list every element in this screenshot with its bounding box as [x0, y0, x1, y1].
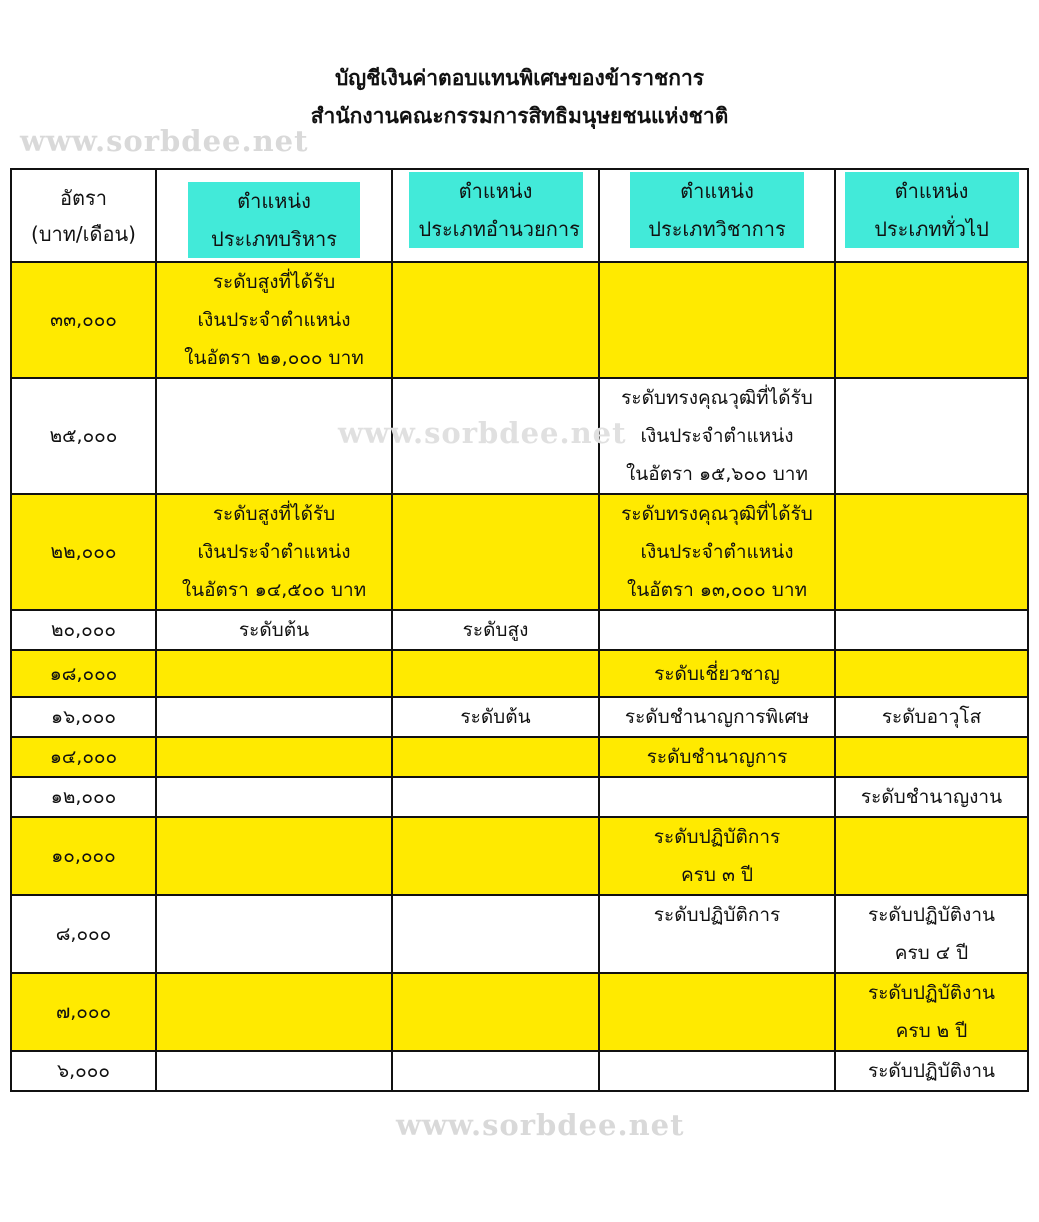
admin-cell: [392, 737, 599, 777]
watermark-bottom: www.sorbdee.net: [396, 1108, 685, 1142]
table-row: [11, 737, 1028, 777]
table-header-row: [11, 169, 1028, 262]
header-exec-line1: ตำแหน่ง: [237, 189, 311, 213]
exec-cell: [156, 737, 392, 777]
admin-cell: [392, 494, 599, 610]
watermark-top: www.sorbdee.net: [20, 124, 309, 158]
academic-cell-line: เงินประจำตำแหน่ง: [640, 425, 794, 447]
header-exec-line2: ประเภทบริหาร: [211, 227, 337, 251]
header-exec: [156, 169, 392, 262]
admin-cell-line: ระดับต้น: [460, 706, 531, 728]
table-row: [11, 610, 1028, 650]
exec-cell: [156, 262, 392, 378]
table-row: [11, 494, 1028, 610]
general-cell-line: ระดับชำนาญงาน: [860, 786, 1003, 808]
table-row: [11, 697, 1028, 737]
academic-cell: [599, 1051, 835, 1091]
admin-cell-line: ระดับสูง: [462, 619, 529, 641]
general-cell-line: ครบ ๔ ปี: [894, 942, 969, 964]
academic-cell: [599, 262, 835, 378]
admin-cell: [392, 378, 599, 494]
academic-cell: [599, 737, 835, 777]
general-cell: [835, 777, 1028, 817]
header-admin-box: [409, 172, 583, 248]
exec-cell-line: เงินประจำตำแหน่ง: [197, 541, 351, 563]
academic-cell-line: ระดับปฏิบัติการ: [653, 904, 781, 926]
table-row: [11, 650, 1028, 697]
header-rate: [11, 169, 156, 262]
table-row: [11, 1051, 1028, 1091]
header-academic-line1: ตำแหน่ง: [680, 179, 754, 203]
admin-cell: [392, 895, 599, 973]
exec-cell: [156, 610, 392, 650]
admin-cell: [392, 650, 599, 697]
exec-cell-line: เงินประจำตำแหน่ง: [197, 309, 351, 331]
academic-cell: [599, 697, 835, 737]
academic-cell-line: ครบ ๓ ปี: [680, 864, 754, 886]
exec-cell: [156, 1051, 392, 1091]
general-cell: [835, 1051, 1028, 1091]
academic-cell: [599, 777, 835, 817]
rate-cell: ๑๘,๐๐๐: [11, 650, 156, 697]
rate-cell: ๒๕,๐๐๐: [11, 378, 156, 494]
academic-cell: [599, 973, 835, 1051]
admin-cell: [392, 262, 599, 378]
general-cell-line: ระดับอาวุโส: [881, 706, 982, 728]
exec-cell-line: ในอัตรา ๑๔,๕๐๐ บาท: [181, 579, 367, 601]
compensation-table: [10, 168, 1029, 1092]
general-cell: [835, 378, 1028, 494]
academic-cell-line: ระดับทรงคุณวุฒิที่ได้รับ: [621, 387, 813, 409]
general-cell-line: ระดับปฏิบัติงาน: [868, 1060, 995, 1082]
general-cell-line: ระดับปฏิบัติงาน: [868, 904, 995, 926]
academic-cell-line: ระดับชำนาญการพิเศษ: [624, 706, 810, 728]
header-admin-line1: ตำแหน่ง: [458, 179, 533, 203]
exec-cell: [156, 650, 392, 697]
rate-cell: ๑๖,๐๐๐: [11, 697, 156, 737]
exec-cell: [156, 973, 392, 1051]
admin-cell: [392, 697, 599, 737]
general-cell: [835, 610, 1028, 650]
rate-cell: ๒๒,๐๐๐: [11, 494, 156, 610]
exec-cell: [156, 697, 392, 737]
watermark-middle: www.sorbdee.net: [338, 416, 627, 450]
rate-cell: ๑๐,๐๐๐: [11, 817, 156, 895]
table-row: [11, 378, 1028, 494]
exec-cell-line: ในอัตรา ๒๑,๐๐๐ บาท: [184, 347, 364, 369]
table-body: [11, 262, 1028, 1091]
admin-cell: [392, 973, 599, 1051]
page-subtitle: สำนักงานคณะกรรมการสิทธิมนุษยชนแห่งชาติ: [310, 104, 729, 128]
general-cell-line: ระดับปฏิบัติงาน: [868, 982, 995, 1004]
exec-cell: [156, 817, 392, 895]
exec-cell: [156, 378, 392, 494]
exec-cell: [156, 777, 392, 817]
admin-cell: [392, 1051, 599, 1091]
academic-cell: [599, 895, 835, 973]
rate-cell: ๑๒,๐๐๐: [11, 777, 156, 817]
academic-cell: [599, 494, 835, 610]
academic-cell-line: ระดับชำนาญการ: [646, 746, 788, 768]
general-cell: [835, 973, 1028, 1051]
academic-cell-line: ระดับทรงคุณวุฒิที่ได้รับ: [621, 503, 813, 525]
exec-cell: [156, 895, 392, 973]
page-title: บัญชีเงินค่าตอบแทนพิเศษของข้าราชการ: [334, 66, 705, 90]
admin-cell: [392, 817, 599, 895]
header-academic-line2: ประเภทวิชาการ: [648, 217, 786, 241]
general-cell: [835, 494, 1028, 610]
general-cell: [835, 650, 1028, 697]
academic-cell-line: เงินประจำตำแหน่ง: [640, 541, 794, 563]
rate-cell: ๒๐,๐๐๐: [11, 610, 156, 650]
header-exec-box: [188, 182, 360, 258]
rate-cell: ๗,๐๐๐: [11, 973, 156, 1051]
rate-cell: ๘,๐๐๐: [11, 895, 156, 973]
table-row: [11, 895, 1028, 973]
general-cell: [835, 817, 1028, 895]
table-row: [11, 262, 1028, 378]
academic-cell-line: ในอัตรา ๑๕,๖๐๐ บาท: [626, 463, 808, 485]
academic-cell-line: ระดับปฏิบัติการ: [653, 826, 781, 848]
rate-cell: ๓๓,๐๐๐: [11, 262, 156, 378]
rate-cell: ๖,๐๐๐: [11, 1051, 156, 1091]
general-cell: [835, 262, 1028, 378]
exec-cell-line: ระดับสูงที่ได้รับ: [212, 271, 336, 293]
academic-cell: [599, 817, 835, 895]
header-general-line2: ประเภททั่วไป: [874, 217, 989, 241]
header-rate-line2: (บาท/เดือน): [31, 221, 136, 246]
table-row: [11, 973, 1028, 1051]
general-cell-line: ครบ ๒ ปี: [895, 1020, 968, 1042]
exec-cell-line: ระดับต้น: [238, 619, 310, 641]
admin-cell: [392, 777, 599, 817]
table-row: [11, 777, 1028, 817]
table-row: [11, 817, 1028, 895]
general-cell: [835, 697, 1028, 737]
header-admin-line2: ประเภทอำนวยการ: [418, 217, 580, 241]
academic-cell: [599, 610, 835, 650]
general-cell: [835, 895, 1028, 973]
header-general: [835, 169, 1028, 262]
header-academic: [599, 169, 835, 262]
general-cell: [835, 737, 1028, 777]
exec-cell-line: ระดับสูงที่ได้รับ: [212, 503, 336, 525]
header-rate-line1: อัตรา: [60, 185, 107, 210]
academic-cell: [599, 378, 835, 494]
header-general-box: [845, 172, 1019, 248]
academic-cell: [599, 650, 835, 697]
header-general-line1: ตำแหน่ง: [894, 179, 969, 203]
rate-cell: ๑๔,๐๐๐: [11, 737, 156, 777]
academic-cell-line: ระดับเชี่ยวชาญ: [654, 662, 780, 685]
admin-cell: [392, 610, 599, 650]
header-academic-box: [630, 172, 804, 248]
exec-cell: [156, 494, 392, 610]
academic-cell-line: ในอัตรา ๑๓,๐๐๐ บาท: [626, 579, 808, 601]
header-admin: [392, 169, 599, 262]
